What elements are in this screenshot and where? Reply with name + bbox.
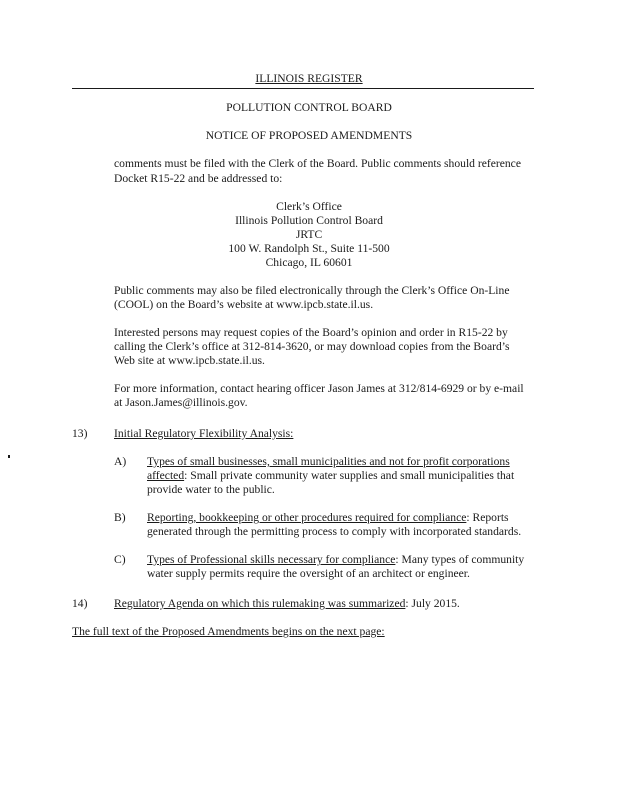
item-a-heading-cont: affected	[147, 469, 185, 482]
item-a-heading: Types of small businesses, small municipalities and not for profit corporations	[147, 455, 510, 468]
item-c-letter: C)	[114, 553, 126, 566]
item-a-letter: A)	[114, 455, 127, 468]
address-line-1: Clerk’s Office	[276, 200, 342, 213]
section-14-number: 14)	[72, 597, 88, 610]
item-b-tail: : Reports	[466, 511, 509, 524]
paragraph-3-line-1: For more information, contact hearing officer Jason James at 312/814-6929 or by e-mail	[114, 382, 524, 395]
address-line-4: 100 W. Randolph St., Suite 11-500	[228, 242, 390, 255]
item-a-tail: : Small private community water supplies and small municipalities that	[184, 469, 515, 482]
section-14-tail: : July 2015.	[405, 597, 460, 610]
stray-mark	[8, 455, 10, 458]
address-line-3: JRTC	[295, 228, 323, 241]
item-a-line-3: provide water to the public.	[147, 483, 275, 496]
item-c-line-1	[147, 552, 524, 567]
paragraph-2-line-1: Interested persons may request copies of the Board’s opinion and order in R15-22 by	[114, 326, 508, 339]
item-b-line-1	[147, 510, 509, 525]
register-title: ILLINOIS REGISTER	[255, 72, 363, 85]
section-13-title: Initial Regulatory Flexibility Analysis:	[114, 427, 294, 440]
paragraph-2-line-3: Web site at www.ipcb.state.il.us.	[114, 354, 265, 367]
item-c-heading: Types of Professional skills necessary for compliance	[147, 553, 396, 566]
full-text-notice: The full text of the Proposed Amendments begins on the next page:	[72, 625, 385, 638]
item-c-line-2: water supply permits require the oversight of an architect or engineer.	[147, 567, 470, 580]
item-b-line-2: generated through the permitting process to comply with incorporated standards.	[147, 525, 522, 538]
item-c-tail: : Many types of community	[395, 553, 525, 566]
paragraph-1-line-2: (COOL) on the Board’s website at www.ipcb.state.il.us.	[114, 298, 374, 311]
section-14-title: Regulatory Agenda on which this rulemaking was summarized	[114, 597, 406, 610]
board-name: POLLUTION CONTROL BOARD	[226, 101, 392, 114]
paragraph-3-line-2: at Jason.James@illinois.gov.	[114, 396, 248, 409]
notice-title: NOTICE OF PROPOSED AMENDMENTS	[205, 129, 413, 142]
address-line-2: Illinois Pollution Control Board	[235, 214, 383, 227]
paragraph-1-line-1: Public comments may also be filed electronically through the Clerk’s Office On-Line	[114, 284, 510, 297]
section-14-line	[114, 596, 460, 611]
header-rule	[72, 88, 534, 89]
address-line-5: Chicago, IL 60601	[265, 256, 353, 269]
intro-line-2: Docket R15-22 and be addressed to:	[114, 172, 283, 185]
item-a-line-2	[147, 468, 514, 483]
item-b-letter: B)	[114, 511, 126, 524]
paragraph-2-line-2: calling the Clerk’s office at 312-814-3620, or may download copies from the Board’s	[114, 340, 510, 353]
intro-line-1: comments must be filed with the Clerk of the Board. Public comments should reference	[114, 157, 521, 170]
item-b-heading: Reporting, bookkeeping or other procedures required for compliance	[147, 511, 467, 524]
section-13-number: 13)	[72, 427, 88, 440]
